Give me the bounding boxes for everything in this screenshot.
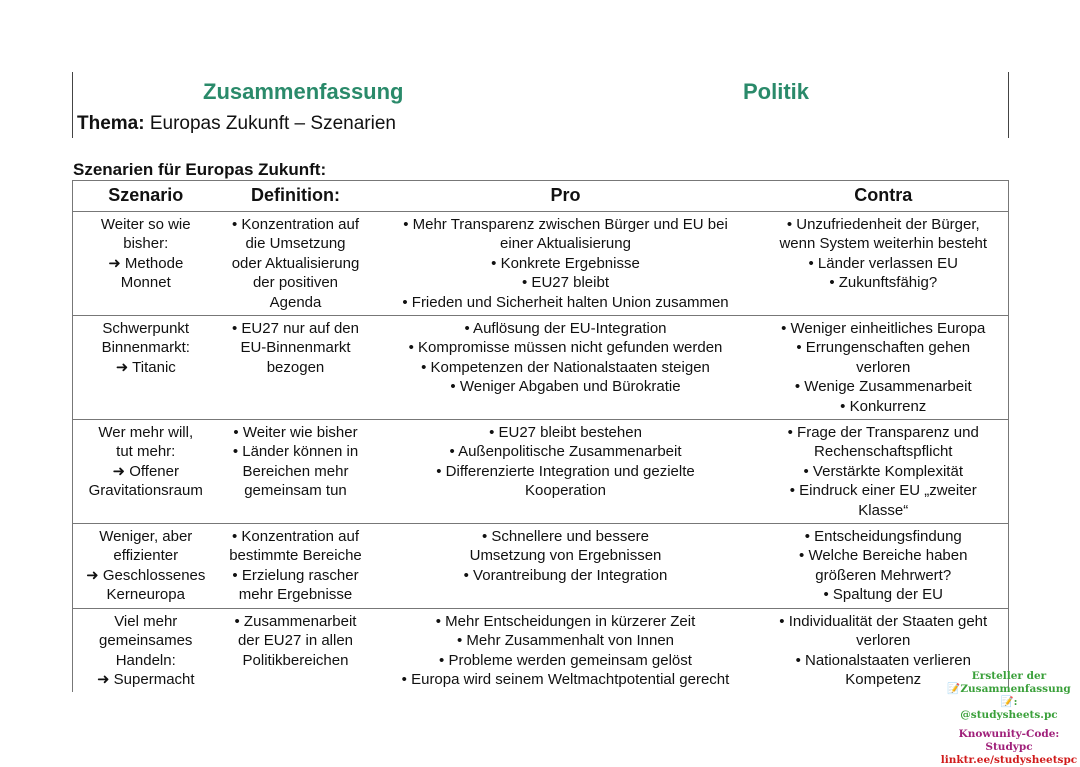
- scenario-cell: [73, 316, 219, 420]
- cell-line: Kerneuropa: [106, 586, 185, 604]
- cell-line: • Mehr Zusammenhalt von Innen: [456, 632, 675, 650]
- cell-line: • Eindruck einer EU „zweiter: [789, 482, 977, 500]
- cell-line: Umsetzung von Ergebnissen: [469, 547, 662, 565]
- cell-line: • EU27 bleibt bestehen: [489, 424, 642, 441]
- cell-line: verloren: [856, 632, 911, 650]
- cell-line: verloren: [856, 358, 911, 376]
- document-header: [72, 72, 1009, 138]
- cell-line: tut mehr:: [116, 443, 176, 461]
- cell-line: Handeln:: [115, 651, 176, 669]
- cell-line: Weiter so wie: [100, 216, 191, 233]
- cell-line: Weniger, aber: [99, 528, 193, 545]
- cell-line: bezogen: [266, 358, 325, 376]
- cell-line: • EU27 bleibt: [522, 274, 609, 292]
- cell-line: der positiven: [252, 274, 339, 292]
- column-header-definition: Definition:: [251, 185, 340, 206]
- cell-line: • Kompromisse müssen nicht gefunden werden: [408, 339, 723, 357]
- cell-line: • Entscheidungsfindung: [804, 528, 962, 545]
- cell-line: • Weiter wie bisher: [233, 424, 358, 441]
- cell-line: • Unzufriedenheit der Bürger,: [786, 216, 980, 233]
- contra-cell: [759, 316, 1009, 420]
- pro-cell: [373, 524, 759, 609]
- cell-line: • Konzentration auf: [231, 528, 359, 545]
- watermark-line: Studypc: [985, 741, 1033, 753]
- pro-cell: [373, 420, 759, 524]
- scenario-cell: [73, 609, 219, 693]
- topic-line: [77, 113, 396, 135]
- cell-line: Viel mehr: [114, 613, 178, 630]
- table-row: [73, 524, 1009, 609]
- cell-line: einer Aktualisierung: [500, 235, 631, 253]
- cell-line: Kompetenz: [845, 671, 922, 689]
- cell-line: • Frieden und Sicherheit halten Union zusammen: [402, 293, 729, 311]
- pro-cell: [373, 316, 759, 420]
- cell-line: • Außenpolitische Zusammenarbeit: [449, 443, 682, 461]
- cell-line: effizienter: [113, 547, 179, 565]
- contra-cell: [759, 524, 1009, 609]
- column-header-scenario: Szenario: [108, 185, 184, 206]
- cell-line: • Errungenschaften gehen: [796, 339, 971, 357]
- table-row: [73, 420, 1009, 524]
- cell-line: • Spaltung der EU: [823, 586, 943, 604]
- cell-line: • Länder können in: [232, 443, 359, 461]
- watermark-line: Knowunity-Code:: [958, 728, 1060, 740]
- table-row: [73, 212, 1009, 316]
- definition-cell: [219, 212, 373, 316]
- cell-line: der EU27 in allen: [237, 632, 354, 650]
- cell-line: gemeinsames: [99, 632, 193, 650]
- cell-line: Wer mehr will,: [98, 424, 194, 441]
- cell-line: mehr Ergebnisse: [238, 586, 353, 604]
- cell-line: Rechenschaftspflicht: [814, 443, 953, 461]
- document-title: Zusammenfassung: [203, 79, 404, 104]
- cell-line: • Länder verlassen EU: [808, 254, 958, 272]
- definition-cell: [219, 609, 373, 693]
- cell-line: Agenda: [269, 293, 322, 311]
- cell-line: ➜ Methode: [108, 254, 184, 272]
- watermark-link[interactable]: linktr.ee/studysheetspc: [940, 754, 1078, 766]
- watermark-line: Ersteller der: [971, 670, 1047, 682]
- scenario-cell: [73, 524, 219, 609]
- cell-line: gemeinsam tun: [244, 482, 347, 500]
- scenario-cell: [73, 420, 219, 524]
- cell-line: • Vorantreibung der Integration: [463, 566, 668, 584]
- cell-line: Monnet: [120, 274, 171, 292]
- cell-line: Binnenmarkt:: [101, 339, 190, 357]
- cell-line: größeren Mehrwert?: [815, 566, 952, 584]
- column-header-pro: Pro: [550, 185, 581, 206]
- scenario-cell: [73, 212, 219, 316]
- subject-title: Politik: [743, 79, 810, 104]
- table-header-row: [73, 181, 1009, 212]
- cell-line: Schwerpunkt: [102, 320, 190, 337]
- cell-line: • Differenzierte Integration und gezielte: [436, 462, 695, 480]
- cell-line: Politikbereichen: [242, 651, 349, 669]
- cell-line: • EU27 nur auf den: [231, 320, 359, 337]
- pro-cell: [373, 212, 759, 316]
- cell-line: Gravitationsraum: [88, 482, 203, 500]
- watermark-code: [940, 728, 1078, 754]
- contra-cell: [759, 420, 1009, 524]
- cell-line: die Umsetzung: [245, 235, 346, 253]
- cell-line: ➜ Geschlossenes: [86, 566, 206, 584]
- cell-line: EU-Binnenmarkt: [240, 339, 351, 357]
- cell-line: Kooperation: [525, 482, 606, 500]
- cell-line: • Zusammenarbeit: [234, 613, 357, 630]
- cell-line: • Auflösung der EU-Integration: [464, 320, 667, 337]
- cell-line: wenn System weiterhin besteht: [779, 235, 988, 253]
- watermark-credit: [940, 670, 1078, 722]
- section-title: Szenarien für Europas Zukunft:: [73, 160, 327, 179]
- cell-line: Klasse“: [858, 501, 909, 519]
- definition-cell: [219, 420, 373, 524]
- pro-cell: [373, 609, 759, 693]
- topic-label: Thema:: [77, 113, 145, 134]
- topic-value: Europas Zukunft – Szenarien: [149, 113, 396, 134]
- cell-line: ➜ Supermacht: [96, 671, 195, 689]
- cell-line: • Wenige Zusammenarbeit: [794, 378, 972, 396]
- cell-line: • Individualität der Staaten geht: [779, 613, 988, 630]
- cell-line: • Mehr Transparenz zwischen Bürger und EU bei: [403, 216, 728, 233]
- cell-line: ➜ Titanic: [115, 358, 176, 376]
- cell-line: • Erzielung rascher: [232, 566, 359, 584]
- cell-line: • Kompetenzen der Nationalstaaten steigen: [421, 358, 710, 376]
- cell-line: • Konkrete Ergebnisse: [491, 254, 640, 272]
- cell-line: • Probleme werden gemeinsam gelöst: [439, 651, 692, 669]
- cell-line: • Schnellere und bessere: [481, 528, 650, 545]
- cell-line: ➜ Offener: [112, 462, 179, 480]
- column-header-contra: Contra: [854, 185, 913, 206]
- cell-line: bisher:: [123, 235, 169, 253]
- cell-line: • Weniger einheitliches Europa: [781, 320, 986, 337]
- author-watermark: [940, 670, 1078, 767]
- cell-line: • Mehr Entscheidungen in kürzerer Zeit: [435, 613, 696, 630]
- cell-line: • Europa wird seinem Weltmachtpotential gerecht: [401, 671, 730, 689]
- cell-line: bestimmte Bereiche: [229, 547, 362, 565]
- watermark-line: @studysheets.pc: [960, 709, 1058, 721]
- cell-line: • Konkurrenz: [840, 397, 927, 415]
- cell-line: oder Aktualisierung: [231, 254, 360, 272]
- table-body: [73, 212, 1009, 693]
- cell-line: • Welche Bereiche haben: [799, 547, 968, 565]
- cell-line: • Weniger Abgaben und Bürokratie: [450, 378, 681, 396]
- cell-line: • Verstärkte Komplexität: [803, 462, 963, 480]
- table-row: [73, 609, 1009, 693]
- definition-cell: [219, 316, 373, 420]
- cell-line: • Zukunftsfähig?: [829, 274, 938, 292]
- scenario-table: [72, 180, 1009, 692]
- contra-cell: [759, 212, 1009, 316]
- table-row: [73, 316, 1009, 420]
- definition-cell: [219, 524, 373, 609]
- cell-line: • Frage der Transparenz und: [787, 424, 979, 441]
- watermark-line: 📝Zusammenfassung📝:: [947, 683, 1071, 708]
- cell-line: • Nationalstaaten verlieren: [795, 651, 971, 669]
- cell-line: Bereichen mehr: [242, 462, 349, 480]
- cell-line: • Konzentration auf: [231, 216, 359, 233]
